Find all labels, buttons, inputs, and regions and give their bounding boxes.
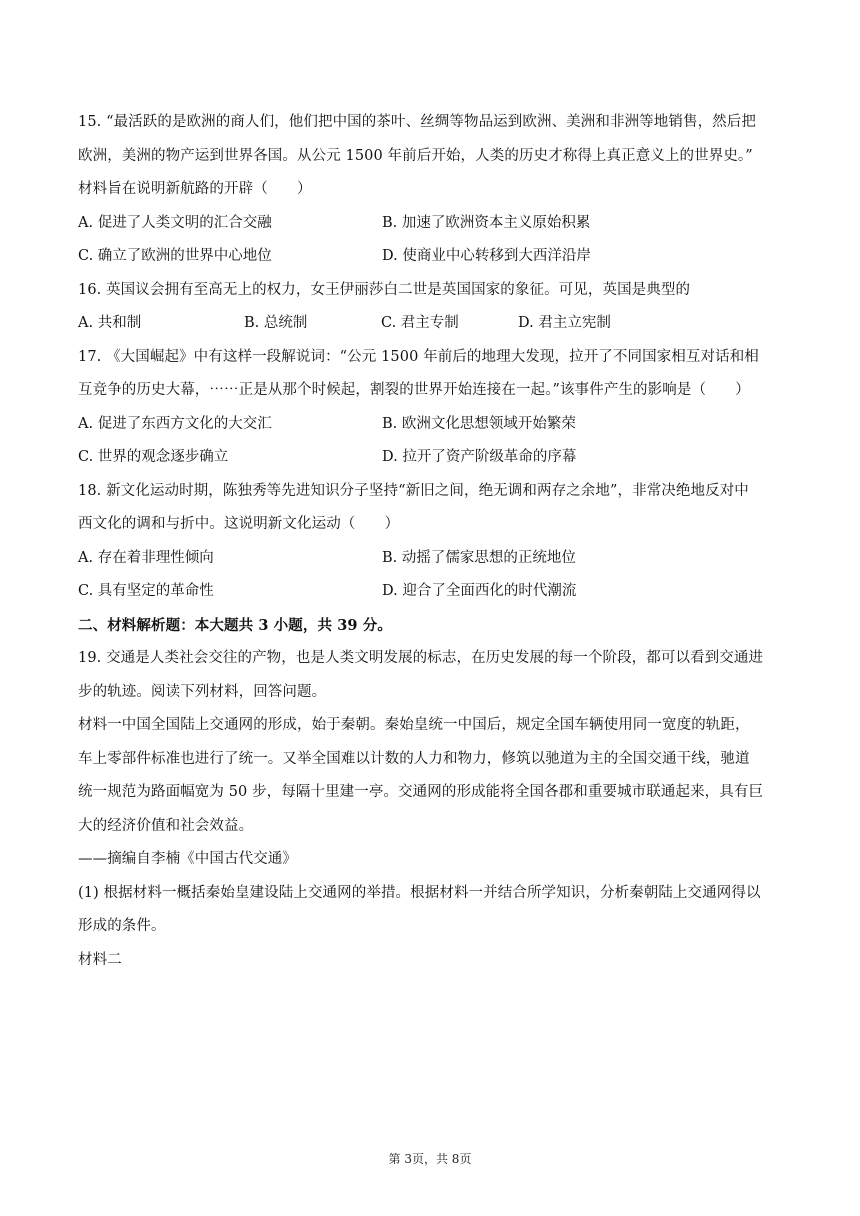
options-row	[78, 307, 784, 341]
page-number: 第 3页，共 8页	[388, 1152, 472, 1166]
sub-question-line: (1) 根据材料一概括秦始皇建设陆上交通网的举措。根据材料一并结合所学知识，分析秦朝陆上交通网得以	[78, 884, 761, 901]
option-c: C. 世界的观念逐步确立	[78, 449, 229, 465]
material-line: 材料一中国全国陆上交通网的形成，始于秦朝。秦始皇统一中国后，规定全国车辆使用同一宽度的轨距，	[78, 717, 750, 733]
question-stem-line: 15. “最活跃的是欧洲的商人们，他们把中国的茶叶、丝绸等物品运到欧洲、美洲和非洲等地销售，然后把	[78, 114, 756, 130]
option-b: B. 欧洲文化思想领域开始繁荣	[382, 415, 576, 432]
question-stem-line: 欧洲，美洲的物产运到世界各国。从公元 1500 年前后开始，人类的历史才称得上真正意义上的世界史。”	[78, 147, 753, 164]
option-a: A. 存在着非理性倾向	[78, 549, 214, 566]
material-label: 材料二	[78, 951, 122, 968]
option-a: A. 共和制	[78, 315, 142, 331]
question-16	[78, 274, 784, 341]
question-stem-line: 18. 新文化运动时期，陈独秀等先进知识分子坚持“新旧之间，绝无调和两存之余地”，非常决绝地反对中	[78, 482, 749, 499]
material-line: 统一规范为路面幅宽为 50 步，每隔十里建一亭。交通网的形成能将全国各郡和重要城市联通起来，具有巨	[78, 784, 764, 800]
question-stem-line: 16. 英国议会拥有至高无上的权力，女王伊丽莎白二世是英国国家的象征。可见，英国是典型的	[78, 281, 691, 298]
options-row	[78, 408, 784, 442]
question-19	[78, 642, 784, 977]
option-c: C. 君主专制	[381, 315, 459, 331]
option-b: B. 动摇了儒家思想的正统地位	[382, 549, 576, 566]
option-d: D. 迎合了全面西化的时代潮流	[382, 583, 577, 599]
question-stem-line: 互竞争的历史大幕，⋯⋯正是从那个时候起，割裂的世界开始连接在一起。”该事件产生的影响是（ ）	[78, 382, 750, 398]
question-stem-line: 17. 《大国崛起》中有这样一段解说词：“公元 1500 年前后的地理大发现，拉开了不同国家相互对话和相	[78, 348, 759, 365]
options-row	[78, 240, 784, 274]
material-source: ——摘编自李楠《中国古代交通》	[78, 851, 297, 867]
option-a: A. 促进了人类文明的汇合交融	[78, 214, 272, 231]
question-stem-line: 西文化的调和与折中。这说明新文化运动（ ）	[78, 516, 400, 532]
option-d: D. 使商业中心转移到大西洋沿岸	[382, 248, 591, 264]
material-line: 大的经济价值和社会效益。	[78, 817, 254, 834]
question-17	[78, 341, 784, 475]
option-d: D. 君主立宪制	[518, 315, 611, 331]
material-line: 车上零部件标准也进行了统一。又举全国难以计数的人力和物力，修筑以驰道为主的全国交通干线，驰道	[78, 750, 750, 767]
option-b: B. 加速了欧洲资本主义原始积累	[382, 214, 591, 231]
section-heading: 二、材料解析题：本大题共 3 小题，共 39 分。	[78, 616, 392, 634]
question-stem-line: 步的轨迹。阅读下列材料，回答问题。	[78, 683, 327, 700]
question-15	[78, 106, 784, 274]
option-c: C. 确立了欧洲的世界中心地位	[78, 248, 272, 264]
question-stem-line: 材料旨在说明新航路的开辟（ ）	[78, 181, 312, 197]
option-a: A. 促进了东西方文化的大交汇	[78, 415, 272, 432]
option-d: D. 拉开了资产阶级革命的序幕	[382, 449, 577, 465]
options-row	[78, 575, 784, 609]
sub-question-line: 形成的条件。	[78, 918, 166, 934]
options-row	[78, 207, 784, 241]
page-content	[78, 106, 784, 977]
options-row	[78, 441, 784, 475]
question-18	[78, 475, 784, 609]
options-row	[78, 542, 784, 576]
option-c: C. 具有坚定的革命性	[78, 583, 214, 599]
question-stem-line: 19. 交通是人类社会交往的产物，也是人类文明发展的标志，在历史发展的每一个阶段，都可以看到交通进	[78, 650, 764, 666]
option-b: B. 总统制	[244, 315, 308, 331]
